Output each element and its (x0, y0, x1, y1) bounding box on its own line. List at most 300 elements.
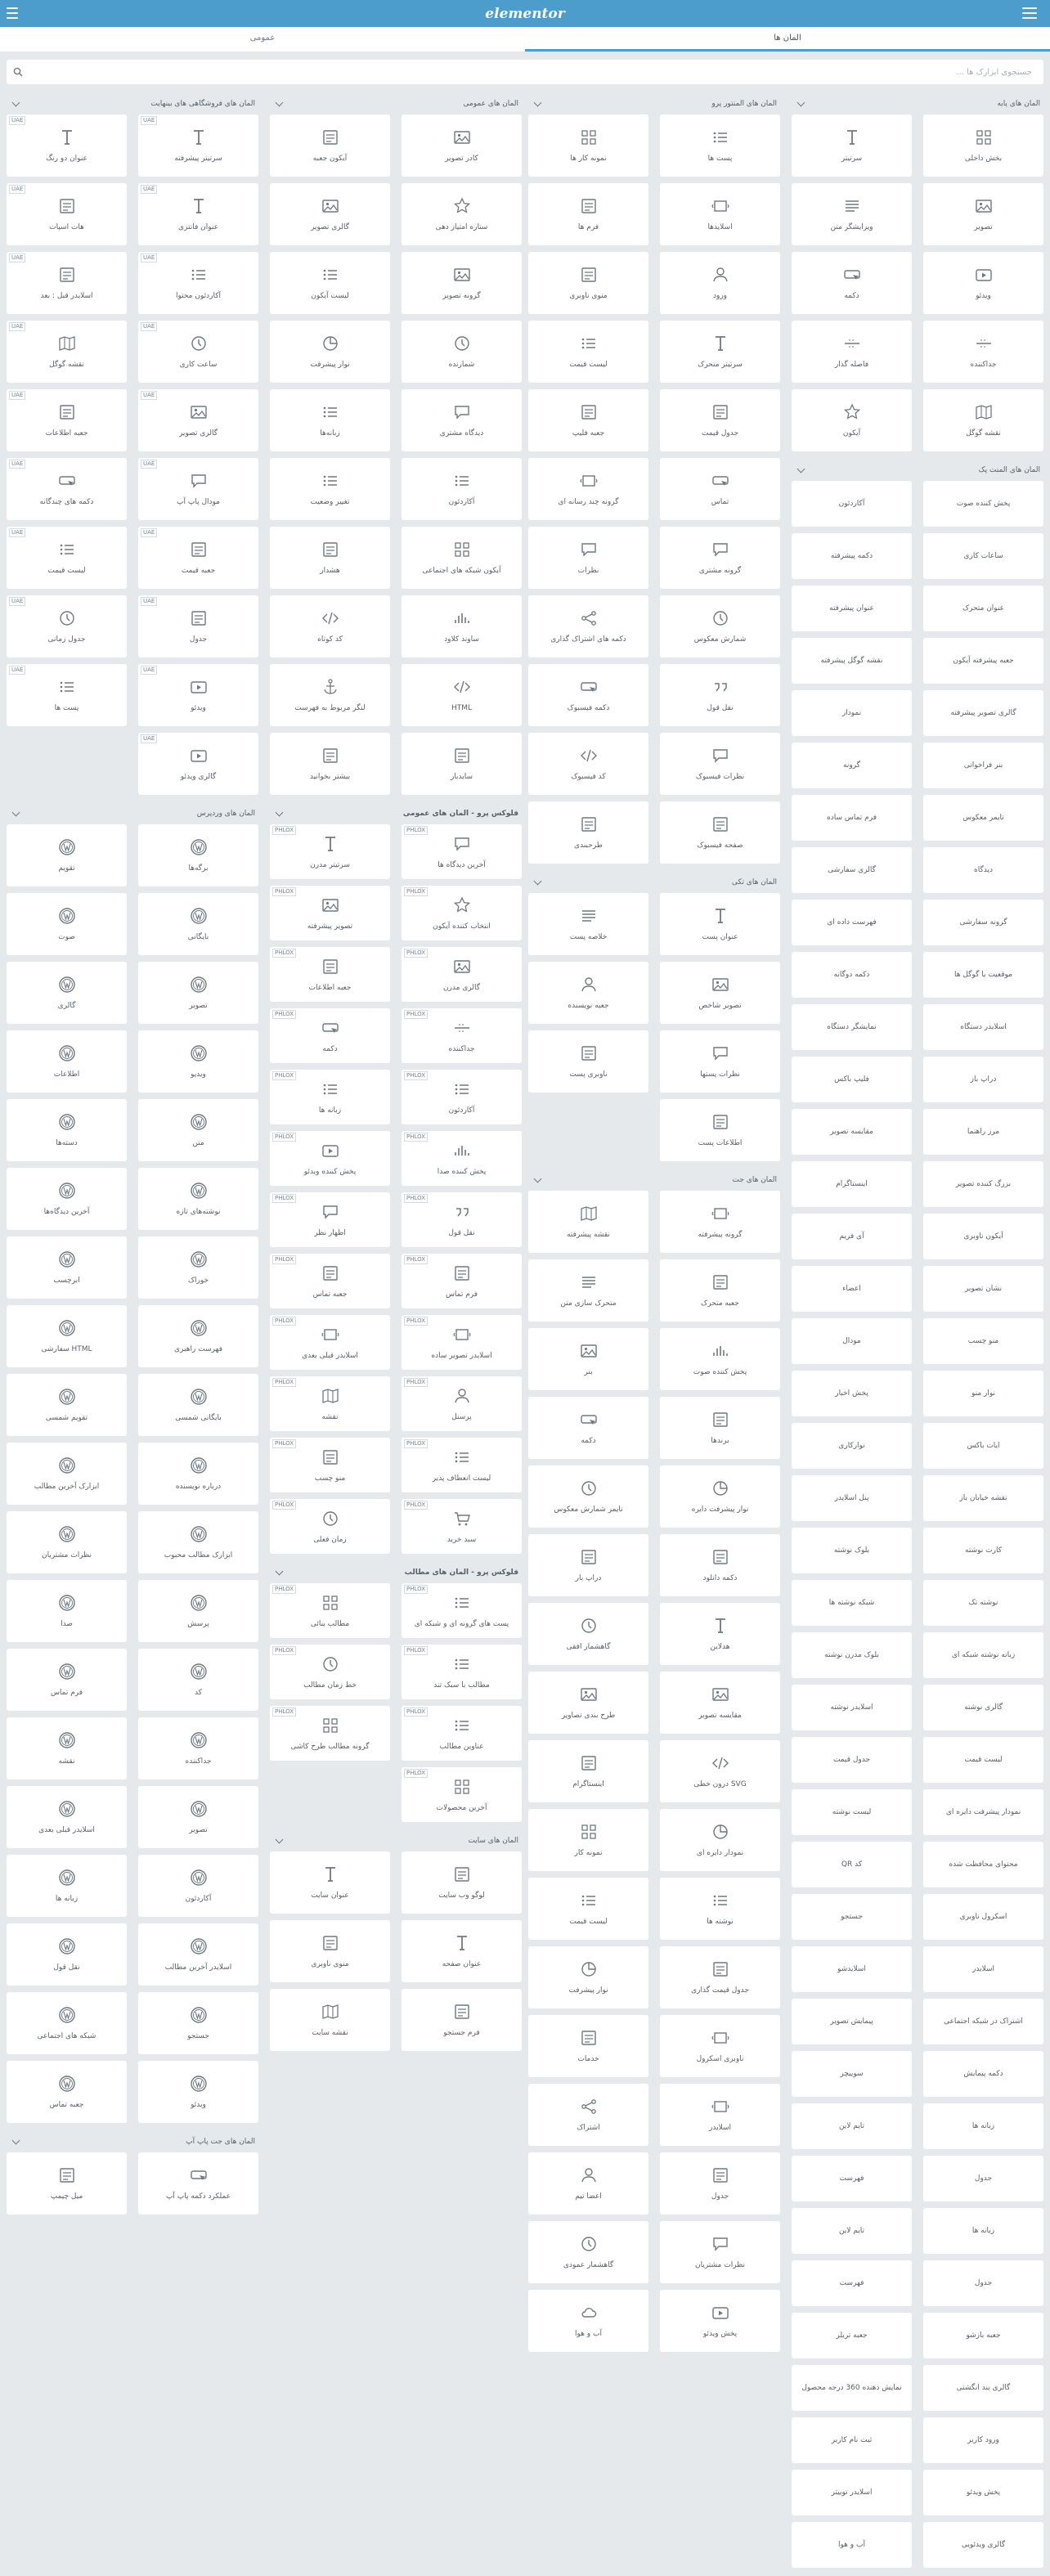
widget-tile[interactable] (138, 114, 258, 177)
widget-tile[interactable] (138, 1374, 258, 1436)
widget-tile[interactable] (402, 1192, 522, 1247)
widget-tile[interactable] (923, 1266, 1043, 1312)
widget-tile[interactable] (138, 595, 258, 657)
category-header[interactable] (270, 803, 522, 824)
category-header[interactable] (528, 872, 780, 893)
widget-tile[interactable] (270, 1254, 390, 1308)
widget-tile[interactable] (270, 1438, 390, 1492)
list-icon (451, 1447, 473, 1467)
widget-tile[interactable] (923, 1894, 1043, 1940)
widget-tile[interactable] (660, 595, 780, 657)
widget-tile[interactable] (792, 638, 912, 684)
widget-tile[interactable] (402, 886, 522, 940)
widget-tile[interactable] (792, 1999, 912, 2044)
widget-tile[interactable] (7, 1649, 127, 1711)
widget-tile[interactable] (7, 1717, 127, 1779)
widget-tile[interactable] (528, 2084, 648, 2146)
widget-tile[interactable] (923, 1632, 1043, 1678)
widget-tile[interactable] (270, 733, 390, 795)
widget-tile[interactable] (138, 2152, 258, 2215)
widget-tile[interactable] (402, 1254, 522, 1308)
widget-tile[interactable] (138, 458, 258, 520)
widget-tile[interactable] (7, 1099, 127, 1161)
widget-label: گرونه مطالب طرح کاشی (290, 1742, 370, 1751)
widget-tile[interactable] (923, 795, 1043, 841)
grid-icon[interactable] (7, 7, 18, 19)
widget-tile[interactable] (792, 533, 912, 579)
widget-tile[interactable] (138, 2061, 258, 2123)
widget-tile[interactable] (270, 1645, 390, 1699)
widget-tile[interactable] (270, 527, 390, 589)
widget-tile[interactable] (402, 1767, 522, 1822)
widget-tile[interactable] (270, 389, 390, 451)
widget-tile[interactable] (7, 252, 127, 314)
widget-tile[interactable] (270, 947, 390, 1002)
widget-tile[interactable] (7, 1374, 127, 1436)
widget-tile[interactable] (923, 2313, 1043, 2358)
widget-tile[interactable] (270, 1499, 390, 1554)
widget-tile[interactable] (402, 1438, 522, 1492)
widget-tile[interactable] (528, 1603, 648, 1665)
widget-tile[interactable] (270, 1851, 390, 1914)
widget-tile[interactable] (270, 1706, 390, 1761)
widget-tile[interactable] (792, 389, 912, 451)
widget-tile[interactable] (528, 389, 648, 451)
widget-tile[interactable] (402, 1706, 522, 1761)
widget-tile[interactable] (528, 1191, 648, 1253)
widget-tile[interactable] (138, 1099, 258, 1161)
widget-tile[interactable] (270, 1008, 390, 1063)
category-header[interactable] (270, 93, 522, 114)
widget-tile[interactable] (660, 801, 780, 864)
widget-tile[interactable] (270, 1989, 390, 2051)
widget-tile[interactable] (7, 527, 127, 589)
widget-tile[interactable] (660, 1534, 780, 1596)
widget-tile[interactable] (792, 586, 912, 631)
widget-tile[interactable] (792, 1004, 912, 1050)
widget-tile[interactable] (7, 458, 127, 520)
widget-tile[interactable] (7, 1786, 127, 1848)
widget-tile[interactable] (402, 1376, 522, 1431)
widget-tile[interactable] (402, 824, 522, 879)
widget-tile[interactable] (792, 1894, 912, 1940)
widget-tile[interactable] (792, 1161, 912, 1207)
widget-tile[interactable] (660, 1740, 780, 1802)
widget-tile[interactable] (660, 2152, 780, 2215)
widget-tile[interactable] (138, 893, 258, 955)
widget-tile[interactable] (660, 1191, 780, 1253)
widget-tile[interactable] (923, 321, 1043, 383)
widget-tile[interactable] (660, 1603, 780, 1665)
widget-tile[interactable] (138, 1030, 258, 1093)
widget-tile[interactable] (7, 1030, 127, 1093)
widget-tile[interactable] (528, 1465, 648, 1528)
widget-tile[interactable] (792, 252, 912, 314)
widget-tile[interactable] (923, 1475, 1043, 1521)
download-icon (710, 1547, 731, 1567)
widget-tile[interactable] (792, 1685, 912, 1730)
widget-tile[interactable] (138, 1786, 258, 1848)
widget-tile[interactable] (660, 1259, 780, 1322)
widget-tile[interactable] (792, 321, 912, 383)
widget-tile[interactable] (792, 2313, 912, 2358)
widget-label: جدول قیمت (701, 429, 739, 438)
widget-tile[interactable] (7, 824, 127, 886)
search-icon[interactable] (7, 67, 29, 77)
widget-tile[interactable] (528, 1740, 648, 1802)
widget-tile[interactable] (923, 2103, 1043, 2149)
widget-tile[interactable] (138, 1717, 258, 1779)
widget-tile[interactable] (792, 1423, 912, 1469)
widget-tile[interactable] (7, 1511, 127, 1573)
widget-tile[interactable] (270, 183, 390, 245)
widget-tile[interactable] (138, 1168, 258, 1230)
widget-tile[interactable] (402, 664, 522, 726)
widget-tile[interactable] (923, 743, 1043, 788)
category-header[interactable] (792, 460, 1043, 481)
widget-tile[interactable] (923, 1946, 1043, 1992)
widget-tile[interactable] (270, 1192, 390, 1247)
widget-tile[interactable] (7, 389, 127, 451)
widget-tile[interactable] (7, 664, 127, 726)
widget-tile[interactable] (923, 1737, 1043, 1783)
widget-tile[interactable] (402, 321, 522, 383)
widget-tile[interactable] (792, 1737, 912, 1783)
category-title: المان های وردپرس (196, 810, 255, 818)
widget-label: پست ها (54, 704, 79, 712)
widget-tile[interactable] (923, 1999, 1043, 2044)
widget-tile[interactable] (923, 2156, 1043, 2201)
widget-tile[interactable] (7, 2061, 127, 2123)
widget-tile[interactable] (528, 1534, 648, 1596)
widget-tile[interactable] (792, 2103, 912, 2149)
widget-tile[interactable] (660, 2290, 780, 2352)
widget-tile[interactable] (792, 795, 912, 841)
widget-tile[interactable] (138, 1855, 258, 1917)
widget-tile[interactable] (528, 183, 648, 245)
widget-tile[interactable] (792, 481, 912, 527)
widget-tile[interactable] (923, 1685, 1043, 1730)
widget-tile[interactable] (402, 1851, 522, 1914)
widget-tile[interactable] (923, 2522, 1043, 2568)
widget-tile[interactable] (7, 1236, 127, 1299)
widget-tile[interactable] (660, 1397, 780, 1459)
category-header[interactable] (7, 2131, 258, 2152)
widget-label: SVG درون خطی (693, 1780, 747, 1788)
widget-tile[interactable] (402, 1920, 522, 1982)
widget-tile[interactable] (792, 1580, 912, 1626)
widget-tile[interactable] (270, 824, 390, 879)
widget-tile[interactable] (528, 2221, 648, 2283)
widget-tile[interactable] (660, 1672, 780, 1734)
widget-tile[interactable] (7, 1580, 127, 1642)
widget-tile[interactable] (923, 2470, 1043, 2515)
widget-tile[interactable] (138, 1649, 258, 1711)
widget-tile[interactable] (660, 252, 780, 314)
widget-tile[interactable] (792, 1842, 912, 1887)
widget-tile[interactable] (660, 1099, 780, 1161)
widget-tile[interactable] (792, 114, 912, 177)
widget-tile[interactable] (528, 664, 648, 726)
widget-tile[interactable] (7, 321, 127, 383)
widget-tile[interactable] (792, 2522, 912, 2568)
widget-tile[interactable] (402, 1315, 522, 1370)
widget-tile[interactable] (528, 321, 648, 383)
widget-tile[interactable] (138, 1992, 258, 2054)
widget-tile[interactable] (660, 664, 780, 726)
widget-tile[interactable] (923, 1842, 1043, 1887)
widget-tile[interactable] (270, 1376, 390, 1431)
widget-tile[interactable] (660, 1809, 780, 1871)
widget-tile[interactable] (138, 252, 258, 314)
widget-tile[interactable] (792, 2208, 912, 2254)
category-header[interactable] (270, 1830, 522, 1851)
category-header[interactable] (792, 93, 1043, 114)
widget-tile[interactable] (923, 638, 1043, 684)
widget-tile[interactable] (792, 2156, 912, 2201)
category-header[interactable] (528, 1169, 780, 1191)
widget-tile[interactable] (270, 1920, 390, 1982)
widget-tile[interactable] (923, 2208, 1043, 2254)
widget-tile[interactable] (7, 962, 127, 1024)
widget-tile[interactable] (923, 1371, 1043, 1416)
category-header[interactable] (270, 1562, 522, 1583)
widget-badge: UAE (141, 185, 157, 194)
widget-tile[interactable] (138, 664, 258, 726)
widget-tile[interactable] (923, 952, 1043, 998)
widget-tile[interactable] (528, 2152, 648, 2215)
widget-tile[interactable] (528, 252, 648, 314)
widget-tile[interactable] (402, 1645, 522, 1699)
widget-tile[interactable] (528, 2290, 648, 2352)
widget-tile[interactable] (660, 2221, 780, 2283)
widget-tile[interactable] (7, 595, 127, 657)
widget-tile[interactable] (923, 900, 1043, 945)
widget-tile[interactable] (792, 2470, 912, 2515)
widget-tile[interactable] (7, 2152, 127, 2215)
widget-tile[interactable] (528, 1946, 648, 2008)
hamburger-icon[interactable] (1022, 7, 1037, 19)
widget-tile[interactable] (402, 595, 522, 657)
widget-tile[interactable] (660, 183, 780, 245)
widget-tile[interactable] (7, 1992, 127, 2054)
widget-tile[interactable] (923, 847, 1043, 893)
widget-tile[interactable] (138, 183, 258, 245)
widget-tile[interactable] (528, 893, 648, 955)
widget-tile[interactable] (660, 1030, 780, 1093)
widget-tile[interactable] (528, 733, 648, 795)
widget-tile[interactable] (923, 2051, 1043, 2097)
widget-tile[interactable] (923, 1214, 1043, 1259)
widget-tile[interactable] (270, 321, 390, 383)
widget-tile[interactable] (270, 252, 390, 314)
widget-tile[interactable] (528, 114, 648, 177)
widget-tile[interactable] (923, 1423, 1043, 1469)
tab-elements[interactable]: المان ها (525, 27, 1050, 52)
widget-tile[interactable] (923, 1528, 1043, 1573)
widget-tile[interactable] (7, 1923, 127, 1986)
widget-tile[interactable] (402, 527, 522, 589)
widget-tile[interactable] (792, 2365, 912, 2411)
widget-tile[interactable] (660, 1465, 780, 1528)
widget-tile[interactable] (528, 1809, 648, 1871)
widget-tile[interactable] (138, 962, 258, 1024)
widget-tile[interactable] (402, 1070, 522, 1124)
widget-tile[interactable] (923, 114, 1043, 177)
widget-tile[interactable] (138, 321, 258, 383)
widget-tile[interactable] (792, 183, 912, 245)
widget-label: جعبه تماس (49, 2101, 84, 2109)
widget-tile[interactable] (7, 1168, 127, 1230)
widget-tile[interactable] (138, 527, 258, 589)
tab-global[interactable]: عمومی (249, 34, 276, 43)
widget-tile[interactable] (923, 183, 1043, 245)
widget-tile[interactable] (528, 801, 648, 864)
widget-tile[interactable] (923, 1109, 1043, 1155)
widget-tile[interactable] (402, 114, 522, 177)
widget-tile[interactable] (923, 389, 1043, 451)
widget-tile[interactable] (792, 2417, 912, 2463)
widget-tile[interactable] (792, 1318, 912, 1364)
widget-tile[interactable] (923, 533, 1043, 579)
widget-tile[interactable] (792, 1266, 912, 1312)
widget-tile[interactable] (270, 114, 390, 177)
widget-tile[interactable] (402, 389, 522, 451)
widget-tile[interactable] (270, 1315, 390, 1370)
widget-tile[interactable] (660, 1328, 780, 1390)
widget-tile[interactable] (402, 947, 522, 1002)
widget-tile[interactable] (138, 1236, 258, 1299)
widget-tile[interactable] (792, 2260, 912, 2306)
widget-tile[interactable] (792, 1632, 912, 1678)
widget-tile[interactable] (7, 183, 127, 245)
search-input[interactable] (29, 60, 1043, 84)
widget-tile[interactable] (923, 481, 1043, 527)
widget-tile[interactable] (270, 458, 390, 520)
widget-tile[interactable] (402, 1989, 522, 2051)
widget-tile[interactable] (923, 586, 1043, 631)
widget-tile[interactable] (7, 893, 127, 955)
widget-tile[interactable] (270, 1070, 390, 1124)
widget-tile[interactable] (7, 1855, 127, 1917)
widget-tile[interactable] (528, 962, 648, 1024)
widget-label: دکمه های اشتراک گذاری (550, 635, 626, 644)
widget-tile[interactable] (270, 1583, 390, 1638)
category-header[interactable] (7, 803, 258, 824)
widget-tile[interactable] (528, 595, 648, 657)
widget-tile[interactable] (923, 252, 1043, 314)
widget-tile[interactable] (528, 1672, 648, 1734)
widget-tile[interactable] (923, 2417, 1043, 2463)
widget-tile[interactable] (138, 1580, 258, 1642)
widget-tile[interactable] (402, 1008, 522, 1063)
widget-tile[interactable] (792, 690, 912, 736)
widget-tile[interactable] (792, 900, 912, 945)
widget-tile[interactable] (792, 2051, 912, 2097)
widget-tile[interactable] (660, 1878, 780, 1940)
widget-tile[interactable] (402, 733, 522, 795)
widget-tile[interactable] (138, 389, 258, 451)
widget-tile[interactable] (138, 733, 258, 795)
widget-label: نقشه (321, 1412, 339, 1421)
widget-tile[interactable] (792, 1475, 912, 1521)
widget-tile[interactable] (792, 952, 912, 998)
widget-label: نقشه گوگل (49, 361, 84, 369)
widget-tile[interactable] (402, 1583, 522, 1638)
widget-tile[interactable] (792, 847, 912, 893)
widget-tile[interactable] (270, 664, 390, 726)
widget-tile[interactable] (138, 1511, 258, 1573)
widget-tile[interactable] (528, 1259, 648, 1322)
widget-tile[interactable] (660, 114, 780, 177)
widget-tile[interactable] (138, 824, 258, 886)
widget-tile[interactable] (660, 1946, 780, 2008)
widget-tile[interactable] (660, 893, 780, 955)
widget-tile[interactable] (660, 2084, 780, 2146)
widget-tile[interactable] (270, 1131, 390, 1186)
widget-tile[interactable] (402, 252, 522, 314)
widget-tile[interactable] (923, 1580, 1043, 1626)
widget-tile[interactable] (792, 1109, 912, 1155)
widget-tile[interactable] (402, 1499, 522, 1554)
widget-tile[interactable] (660, 962, 780, 1024)
widget-tile[interactable] (660, 2015, 780, 2077)
widget-tile[interactable] (7, 114, 127, 177)
widget-tile[interactable] (528, 1397, 648, 1459)
widget-tile[interactable] (660, 321, 780, 383)
widget-tile[interactable] (792, 1214, 912, 1259)
widget-tile[interactable] (660, 527, 780, 589)
widget-tile[interactable] (528, 1030, 648, 1093)
widget-tile[interactable] (270, 886, 390, 940)
widget-tile[interactable] (402, 1131, 522, 1186)
widget-tile[interactable] (528, 2015, 648, 2077)
widget-tile[interactable] (792, 743, 912, 788)
widget-tile[interactable] (923, 690, 1043, 736)
widget-tile[interactable] (923, 1004, 1043, 1050)
widget-tile[interactable] (528, 1328, 648, 1390)
widget-tile[interactable] (7, 1305, 127, 1367)
widget-tile[interactable] (792, 1528, 912, 1573)
widget-tile[interactable] (792, 1946, 912, 1992)
category-header[interactable] (528, 93, 780, 114)
widget-tile[interactable] (923, 2365, 1043, 2411)
widget-tile[interactable] (528, 458, 648, 520)
widget-tile[interactable] (402, 183, 522, 245)
widget-tile[interactable] (923, 1318, 1043, 1364)
widget-tile[interactable] (138, 1443, 258, 1505)
widget-tile[interactable] (923, 1057, 1043, 1102)
widget-tile[interactable] (402, 458, 522, 520)
widget-tile[interactable] (792, 1371, 912, 1416)
widget-tile[interactable] (138, 1923, 258, 1986)
widget-tile[interactable] (528, 1878, 648, 1940)
widget-tile[interactable] (923, 2260, 1043, 2306)
widget-tile[interactable] (660, 733, 780, 795)
widget-tile[interactable] (138, 1305, 258, 1367)
widget-tile[interactable] (792, 1789, 912, 1835)
widget-tile[interactable] (923, 1161, 1043, 1207)
widget-tile[interactable] (923, 1789, 1043, 1835)
widget-label: پخش ویدئو (966, 2488, 1001, 2497)
widget-tile[interactable] (528, 527, 648, 589)
widget-tile[interactable] (792, 1057, 912, 1102)
widget-tile[interactable] (7, 1443, 127, 1505)
widget-tile[interactable] (660, 458, 780, 520)
widget-tile[interactable] (660, 389, 780, 451)
category-header[interactable] (7, 93, 258, 114)
widget-tile[interactable] (270, 595, 390, 657)
